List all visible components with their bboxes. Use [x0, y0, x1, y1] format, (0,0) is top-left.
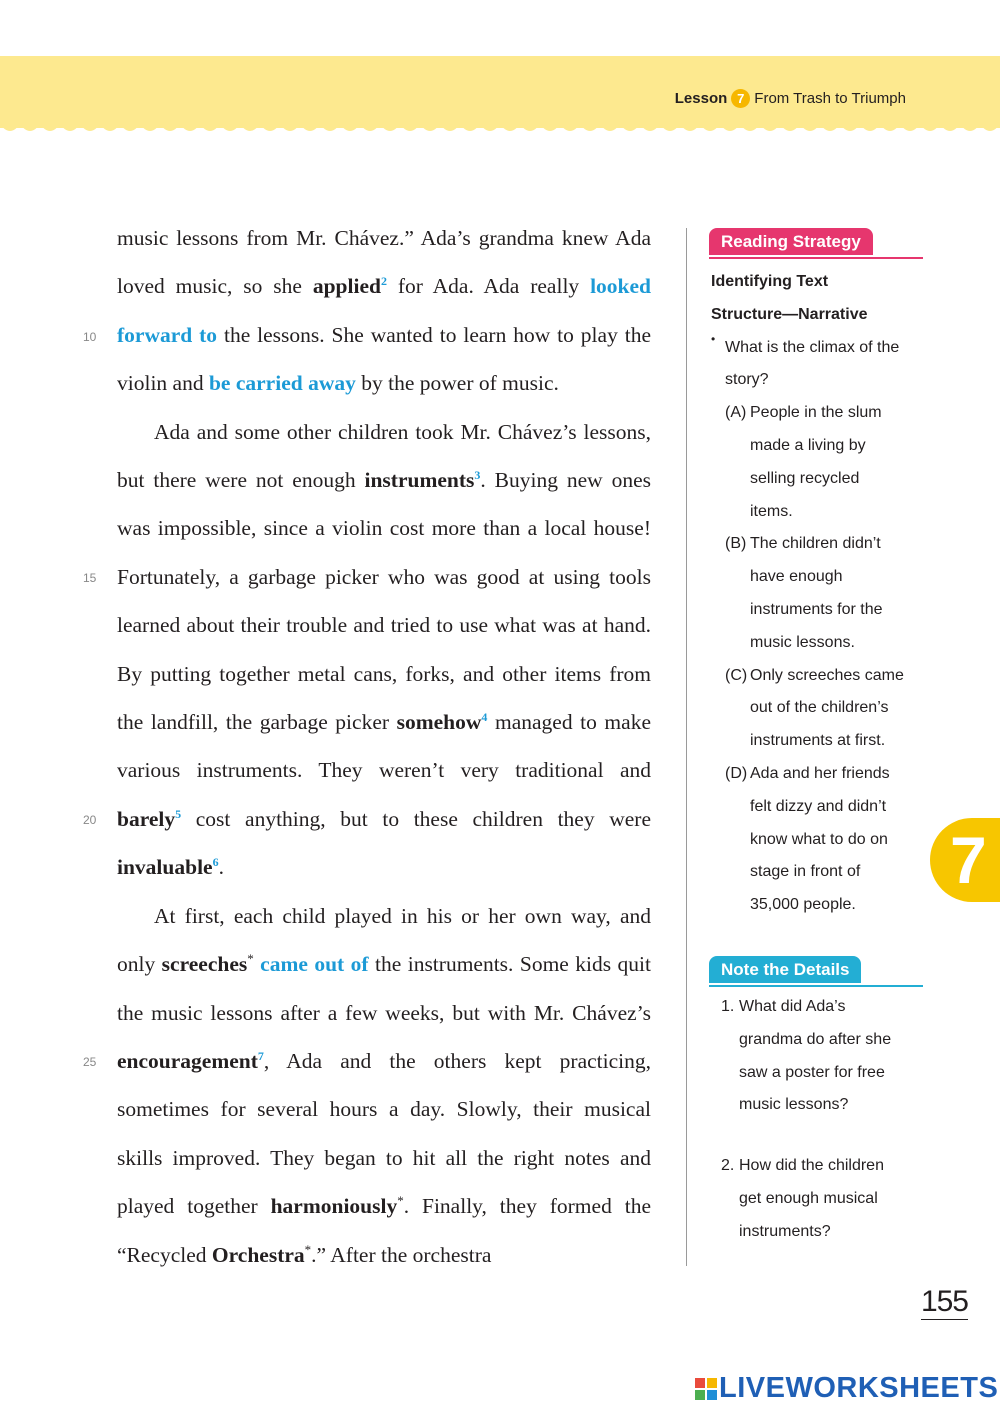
- vocab-word: applied: [312, 274, 381, 299]
- option-text-line: have enough: [750, 568, 843, 586]
- option-letter: (D): [725, 764, 748, 782]
- footnote-marker: 7: [257, 1048, 264, 1063]
- glossary-asterisk: *: [247, 950, 254, 966]
- strategy-question: [711, 332, 921, 398]
- line-number: 10: [83, 330, 97, 344]
- option-text-line: instruments for the: [750, 600, 883, 618]
- question-text-line: music lessons?: [739, 1096, 849, 1114]
- text: managed to make various instruments. They weren’t very traditional and: [117, 710, 651, 783]
- question-text-line: instruments?: [739, 1222, 831, 1240]
- key-phrase: looked forward to: [117, 274, 652, 347]
- option-text-line: 35,000 people.: [750, 896, 856, 914]
- text: .” After the orchestra: [311, 1242, 492, 1267]
- text: . Finally, they formed the “Recycled: [117, 1194, 651, 1267]
- vocab-word: encouragement: [117, 1048, 258, 1073]
- text: At first, each child played in his or her own way, and only: [117, 903, 651, 977]
- text: , Ada and the others kept practicing, sometimes for several hours a day. Slowly, their musical skills improved. They began to hit all the right notes and played together: [117, 1048, 651, 1219]
- footnote-marker: 4: [481, 709, 488, 724]
- option-letter: (C): [725, 666, 748, 684]
- option-text-line: Only screeches came: [750, 666, 904, 684]
- detail-questions: [711, 991, 921, 1249]
- chapter-tab: 7: [930, 818, 1000, 902]
- lesson-word: Lesson: [674, 90, 728, 107]
- question-number: 1.: [721, 998, 735, 1015]
- question-line: • What is the climax of the: [725, 338, 900, 356]
- vocab-word: invaluable: [117, 855, 213, 880]
- vocab-word: Orchestra: [211, 1242, 305, 1267]
- strategy-subtitle: Identifying Text: [711, 273, 829, 290]
- column-divider: [686, 228, 687, 1266]
- line-number: 20: [83, 813, 97, 827]
- lesson-number-badge: 7: [731, 89, 750, 108]
- heading-rule: [709, 985, 923, 987]
- option-text-line: items.: [750, 502, 793, 520]
- text: Ada and some other children took Mr. Chávez’s lessons, but there were not enough: [117, 419, 651, 493]
- page-number: 155: [920, 1285, 968, 1318]
- logo-square: [707, 1378, 717, 1388]
- note-details-box: [711, 956, 921, 1249]
- strategy-subtitle: Structure—Narrative: [711, 305, 868, 323]
- detail-question: [711, 991, 921, 1122]
- option-text-line: know what to do on: [750, 830, 888, 848]
- text: the instruments. Some kids quit the music lessons after a few weeks, but with Mr. Chávez’s: [117, 952, 651, 1025]
- option-text-line: People in the slum: [750, 404, 882, 422]
- reading-strategy-header: [711, 228, 921, 259]
- text: cost anything, but to these children they were: [181, 806, 651, 831]
- option-text-line: felt dizzy and didn’t: [750, 797, 887, 815]
- footnote-marker: 6: [212, 855, 219, 870]
- text: the lessons. She wanted to learn how to play the violin and: [117, 322, 651, 396]
- vocab-word: screeches: [161, 952, 248, 977]
- logo-square: [695, 1390, 705, 1400]
- question-text-line: How did the children: [739, 1157, 884, 1175]
- logo-square: [695, 1378, 705, 1388]
- option-text-line: out of the children’s: [750, 699, 889, 717]
- question-text-line: saw a poster for free: [739, 1063, 885, 1081]
- question-text-line: grandma do after she: [739, 1030, 892, 1048]
- glossary-asterisk: *: [397, 1192, 404, 1208]
- line-number: 25: [83, 1055, 97, 1069]
- option-text-line: selling recycled: [750, 469, 860, 487]
- option-letter: (B): [725, 535, 747, 553]
- answer-options: [711, 397, 921, 922]
- option-letter: (A): [725, 404, 747, 422]
- text: music lessons from Mr. Chávez.” Ada’s grandma knew Ada loved music, so she: [117, 226, 651, 299]
- text: .: [218, 855, 224, 880]
- lesson-title: From Trash to Triumph: [754, 90, 906, 107]
- option-text-line: The children didn’t: [750, 535, 881, 553]
- wavy-edge: [0, 124, 1000, 138]
- note-details-heading: Note the Details: [709, 956, 861, 983]
- paragraph-1: [117, 214, 651, 408]
- vocab-word: instruments: [364, 468, 475, 493]
- heading-rule: [709, 257, 923, 259]
- key-phrase: be carried away: [208, 371, 356, 396]
- key-phrase: came out of: [260, 952, 369, 977]
- option-text-line: made a living by: [750, 436, 866, 454]
- answer-option: [711, 528, 921, 659]
- vocab-word: harmoniously: [270, 1194, 398, 1219]
- liveworksheets-logo-icon: [695, 1378, 717, 1400]
- logo-square: [707, 1390, 717, 1400]
- text: . Buying new ones was impossible, since a violin cost more than a local house! Fortunately, a garbage picker who was good at using tools learned about their trouble and tried to use what was at hand. By putting together metal cans, forks, and other items from the landfill, the garbage picker: [117, 468, 652, 735]
- option-text-line: Ada and her friends: [750, 764, 890, 782]
- liveworksheets-brand: [695, 1372, 998, 1405]
- answer-option: [711, 397, 921, 528]
- option-text-line: instruments at first.: [750, 732, 886, 750]
- text: for Ada. Ada really: [386, 274, 591, 299]
- vocab-word: somehow: [396, 710, 482, 735]
- lesson-label: [675, 89, 906, 108]
- glossary-asterisk: *: [304, 1241, 312, 1257]
- line-number: 15: [83, 571, 97, 585]
- footnote-marker: 5: [175, 806, 182, 821]
- text: by the power of music.: [355, 371, 559, 396]
- detail-question: [711, 1150, 921, 1248]
- question-line: story?: [725, 371, 769, 389]
- answer-option: [711, 660, 921, 758]
- brand-name: LIVEWORKSHEETS: [719, 1372, 999, 1404]
- answer-option: [711, 758, 921, 922]
- footnote-marker: 2: [380, 274, 387, 289]
- note-details-header: [711, 956, 921, 987]
- reading-strategy-heading: Reading Strategy: [709, 228, 873, 255]
- vocab-word: barely: [117, 806, 176, 831]
- reading-passage: [117, 214, 651, 1279]
- paragraph-3: [117, 892, 651, 1279]
- footnote-marker: 3: [474, 467, 481, 482]
- question-text-line: get enough musical: [739, 1189, 878, 1207]
- paragraph-2: [117, 408, 651, 892]
- question-number: 2.: [721, 1157, 735, 1175]
- reading-strategy-box: [711, 228, 921, 922]
- option-text-line: stage in front of: [750, 863, 861, 881]
- option-text-line: music lessons.: [750, 633, 855, 651]
- question-text-line: What did Ada’s: [739, 998, 846, 1015]
